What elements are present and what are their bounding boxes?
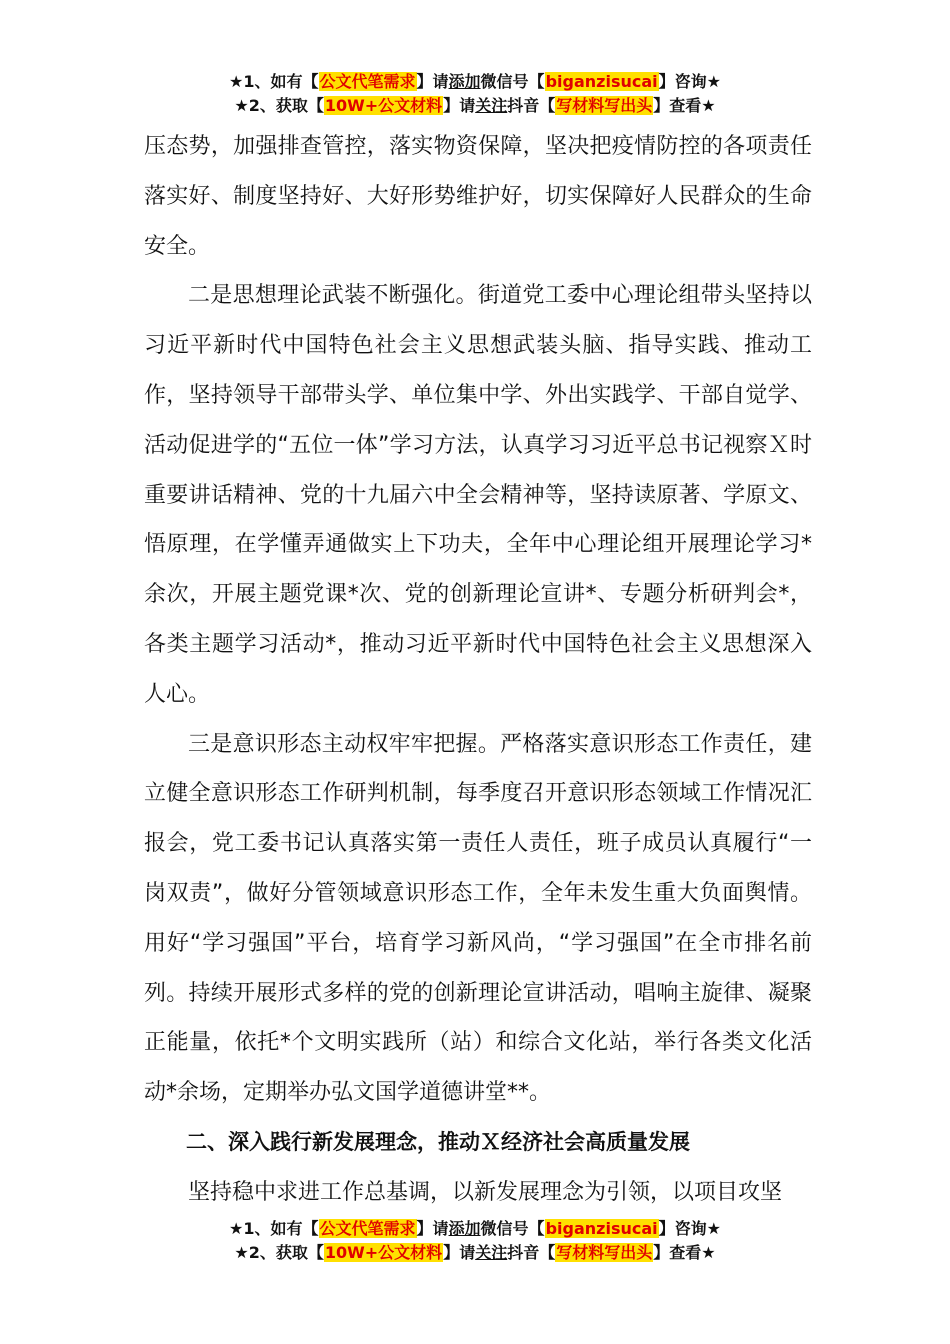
promo-line-1: ★1、如有【公文代笔需求】请添加微信号【biganzisucai】咨询★: [229, 1219, 721, 1238]
douyin-account: 写材料写出头: [556, 96, 653, 115]
document-body: [144, 122, 812, 1218]
promo-line-1: ★1、如有【公文代笔需求】请添加微信号【biganzisucai】咨询★: [229, 72, 721, 91]
wechat-id: biganzisucai: [545, 72, 658, 91]
paragraph-theory: 二是思想理论武装不断强化。街道党工委中心理论组带头坚持以习近平新时代中国特色社会主义思想武装头脑、指导实践、推动工作，坚持领导干部带头学、单位集中学、外出实践学、干部自觉学、活动促进学的“五位一体”学习方法，认真学习习近平总书记视察Ｘ时重要讲话精神、党的十九届六中全会精神等，坚持读原著、学原文、悟原理，在学懂弄通做实上下功夫，全年中心理论组开展理论学习*余次，开展主题党课*次、党的创新理论宣讲*、专题分析研判会*，各类主题学习活动*，推动习近平新时代中国特色社会主义思想深入人心。: [144, 283, 812, 707]
douyin-account: 写材料写出头: [556, 1243, 653, 1262]
promo-line-2: ★2、获取【10W+公文材料】请关注抖音【写材料写出头】查看★: [234, 96, 716, 115]
promo-line-2: ★2、获取【10W+公文材料】请关注抖音【写材料写出头】查看★: [234, 1243, 716, 1262]
highlight-text: 10W+公文材料: [324, 96, 443, 115]
promo-banner-top: [0, 70, 950, 118]
paragraph-ideology: 三是意识形态主动权牢牢把握。严格落实意识形态工作责任，建立健全意识形态工作研判机制，每季度召开意识形态领域工作情况汇报会，党工委书记认真落实第一责任人责任，班子成员认真履行“一岗双责”，做好分管领域意识形态工作，全年未发生重大负面舆情。用好“学习强国”平台，培育学习新风尚，“学习强国”在全市排名前列。持续开展形式多样的党的创新理论宣讲活动，唱响主旋律、凝聚正能量，依托*个文明实践所（站）和综合文化站，举行各类文化活动*余场，定期举办弘文国学道德讲堂**。: [144, 731, 812, 1106]
wechat-id: biganzisucai: [545, 1219, 658, 1238]
highlight-text: 10W+公文材料: [324, 1243, 443, 1262]
promo-banner-bottom: [0, 1217, 950, 1265]
paragraph-continuation: 压态势，加强排查管控，落实物资保障，坚决把疫情防控的各项责任落实好、制度坚持好、大好形势维护好，切实保障好人民群众的生命安全。: [144, 134, 812, 259]
paragraph-development: 坚持稳中求进工作总基调，以新发展理念为引领，以项目攻坚: [188, 1179, 783, 1205]
highlight-text: 公文代笔需求: [319, 1219, 416, 1238]
highlight-text: 公文代笔需求: [319, 72, 416, 91]
section-heading: 二、深入践行新发展理念，推动Ｘ经济社会高质量发展: [186, 1129, 690, 1154]
